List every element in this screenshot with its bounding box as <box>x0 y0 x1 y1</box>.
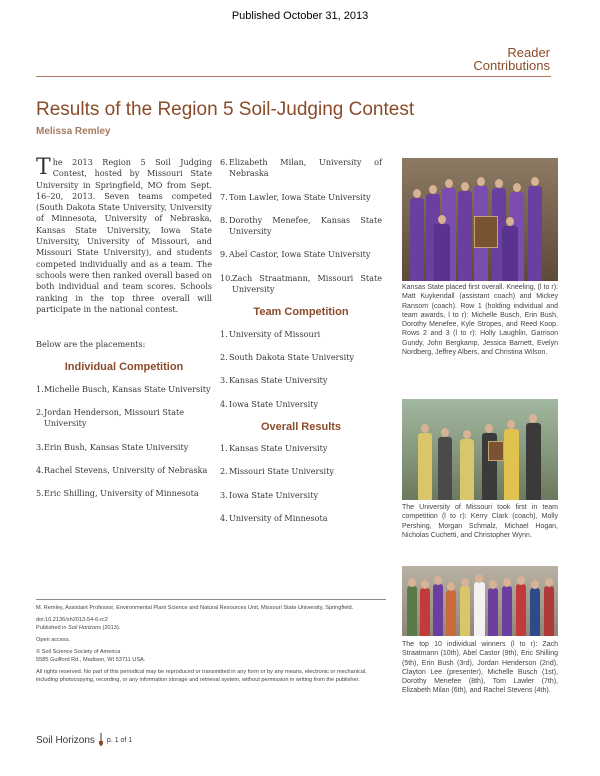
column-middle <box>220 157 382 536</box>
photo1-caption: Kansas State placed first overall. Kneeling, (l to r): Matt Kuykendall (assistant coach) and Mickey Ransom (coach). Row 1 (holding individual and team awards, l to r): Michelle Busch, Erin Bush, Dorothy Menefee, Kyle Stropes, and Reed Koop. Rows 2 and 3 (l to r): Holly Laughlin, Garrison Gundy, John Bergkamp, Jessica Barnett, Evelyn Nordberg, Jeffrey Albers, and Christina Wilson. <box>402 284 558 357</box>
doi: doi:10.2136/sh2013-54-6-rc2 <box>36 617 108 623</box>
list-item: 4. University of Minnesota <box>220 513 328 524</box>
list-item: 6. Elizabeth Milan, University of Nebraska <box>220 157 382 179</box>
article-title: Results of the Region 5 Soil-Judging Contest <box>36 99 415 120</box>
publication-info <box>36 616 386 632</box>
footer-rule <box>36 599 386 600</box>
list-item: 5. Eric Shilling, University of Minnesota <box>36 488 199 499</box>
team-list <box>220 329 382 410</box>
individual-heading: Individual Competition <box>64 361 184 374</box>
list-item: 7. Tom Lawler, Iowa State University <box>220 191 371 202</box>
journal-name: Soil Horizons <box>36 734 95 746</box>
list-item: 1. University of Missouri <box>220 328 321 339</box>
shovel-icon <box>98 733 104 747</box>
intro-paragraph <box>36 157 212 315</box>
copyright: © Soil Science Society of America <box>36 649 121 655</box>
placements-intro: Below are the placements: <box>36 339 146 350</box>
photo2-caption: The University of Missouri took first in team competition (l to r): Kerry Clark (coach), Molly Pershing, Morgan Schmalz, Michael Hogan, Nicholas Cuchetti, and Christopher Wynn. <box>402 504 558 539</box>
list-item: 2. Jordan Henderson, Missouri State University <box>36 407 185 429</box>
photo-kansas-state-team <box>402 158 558 281</box>
section-label <box>473 46 550 72</box>
list-item: 10. Zach Straatmann, Missouri State University <box>220 272 382 295</box>
list-item: 1. Kansas State University <box>220 443 328 454</box>
section-label-line2: Contributions <box>473 58 550 73</box>
list-item: 4. Rachel Stevens, University of Nebraska <box>36 464 208 475</box>
page-number: p. 1 of 1 <box>106 736 133 744</box>
list-item: 2. Missouri State University <box>220 466 334 477</box>
list-item: 3. Erin Bush, Kansas State University <box>36 441 189 452</box>
photo-top-individuals <box>402 566 558 636</box>
list-item: 3. Kansas State University <box>220 375 328 386</box>
photo-missouri-team <box>402 399 558 500</box>
published-in: Published in Soil Horizons (2013). <box>36 625 121 631</box>
list-item: 9. Abel Castor, Iowa State University <box>220 249 371 260</box>
list-item: 4. Iowa State University <box>220 398 319 409</box>
published-date: Published October 31, 2013 <box>231 10 369 22</box>
article-author: Melissa Remley <box>36 126 111 137</box>
header-rule <box>36 76 551 77</box>
team-heading: Team Competition <box>253 306 349 319</box>
photo3-caption: The top 10 individual winners (l to r): Zach Straatmann (10th), Abel Castor (9th), Eric Shilling (5th), Erin Bush (3rd), Jordan Henderson (2nd), Clayton Lee (presenter), Michelle Busch (1st), Dorothy Menefee (8th), Tom Lawler (7th), Elizabeth Milan (6th), and Rachel Stevens (4th). <box>402 641 558 695</box>
overall-list <box>220 443 382 524</box>
list-item: 2. South Dakota State University <box>220 351 355 362</box>
overall-heading: Overall Results <box>260 420 342 433</box>
footer-notes <box>36 604 386 688</box>
section-label-line1: Reader <box>507 45 550 60</box>
publisher-info <box>36 648 386 664</box>
open-access: Open access. <box>36 637 71 643</box>
list-item: 1. Michelle Busch, Kansas State University <box>36 383 211 394</box>
list-item: 3. Iowa State University <box>220 489 319 500</box>
list-item: 8. Dorothy Menefee, Kansas State University <box>220 214 382 237</box>
individual-list-part2 <box>220 157 382 295</box>
intro-text: he 2013 Region 5 Soil Judging Contest, hosted by Missouri State University in Springfield, MO from Sept. 16–20, 2013. Seven teams competed (South Dakota State University, University of Minnesota, University of Nebraska, Kansas State University, Iowa State University, University of Missouri, and Missouri State University), and students competed individually and as a team. The schools were then ranked overall based on both individual and team scores. Schools ranking in the top three overall will participate in the national contest. <box>36 157 212 314</box>
journal-brand <box>36 733 132 747</box>
drop-cap: T <box>36 155 51 180</box>
address: 5585 Guilford Rd., Madison, WI 53711 USA. <box>36 657 146 663</box>
column-left <box>36 157 212 512</box>
author-affiliation: M. Remley, Assistant Professor, Environmental Plant Science and Natural Resources Unit, Missouri State University, Springfield. <box>36 605 354 611</box>
individual-list-part1 <box>36 384 212 500</box>
rights-notice: All rights reserved. No part of this periodical may be reproduced or transmitted in any form or by any means, electronic or mechanical, including photocopying, recording, or any information storage and retrieval system, without permission in writing from the publisher. <box>36 669 367 683</box>
